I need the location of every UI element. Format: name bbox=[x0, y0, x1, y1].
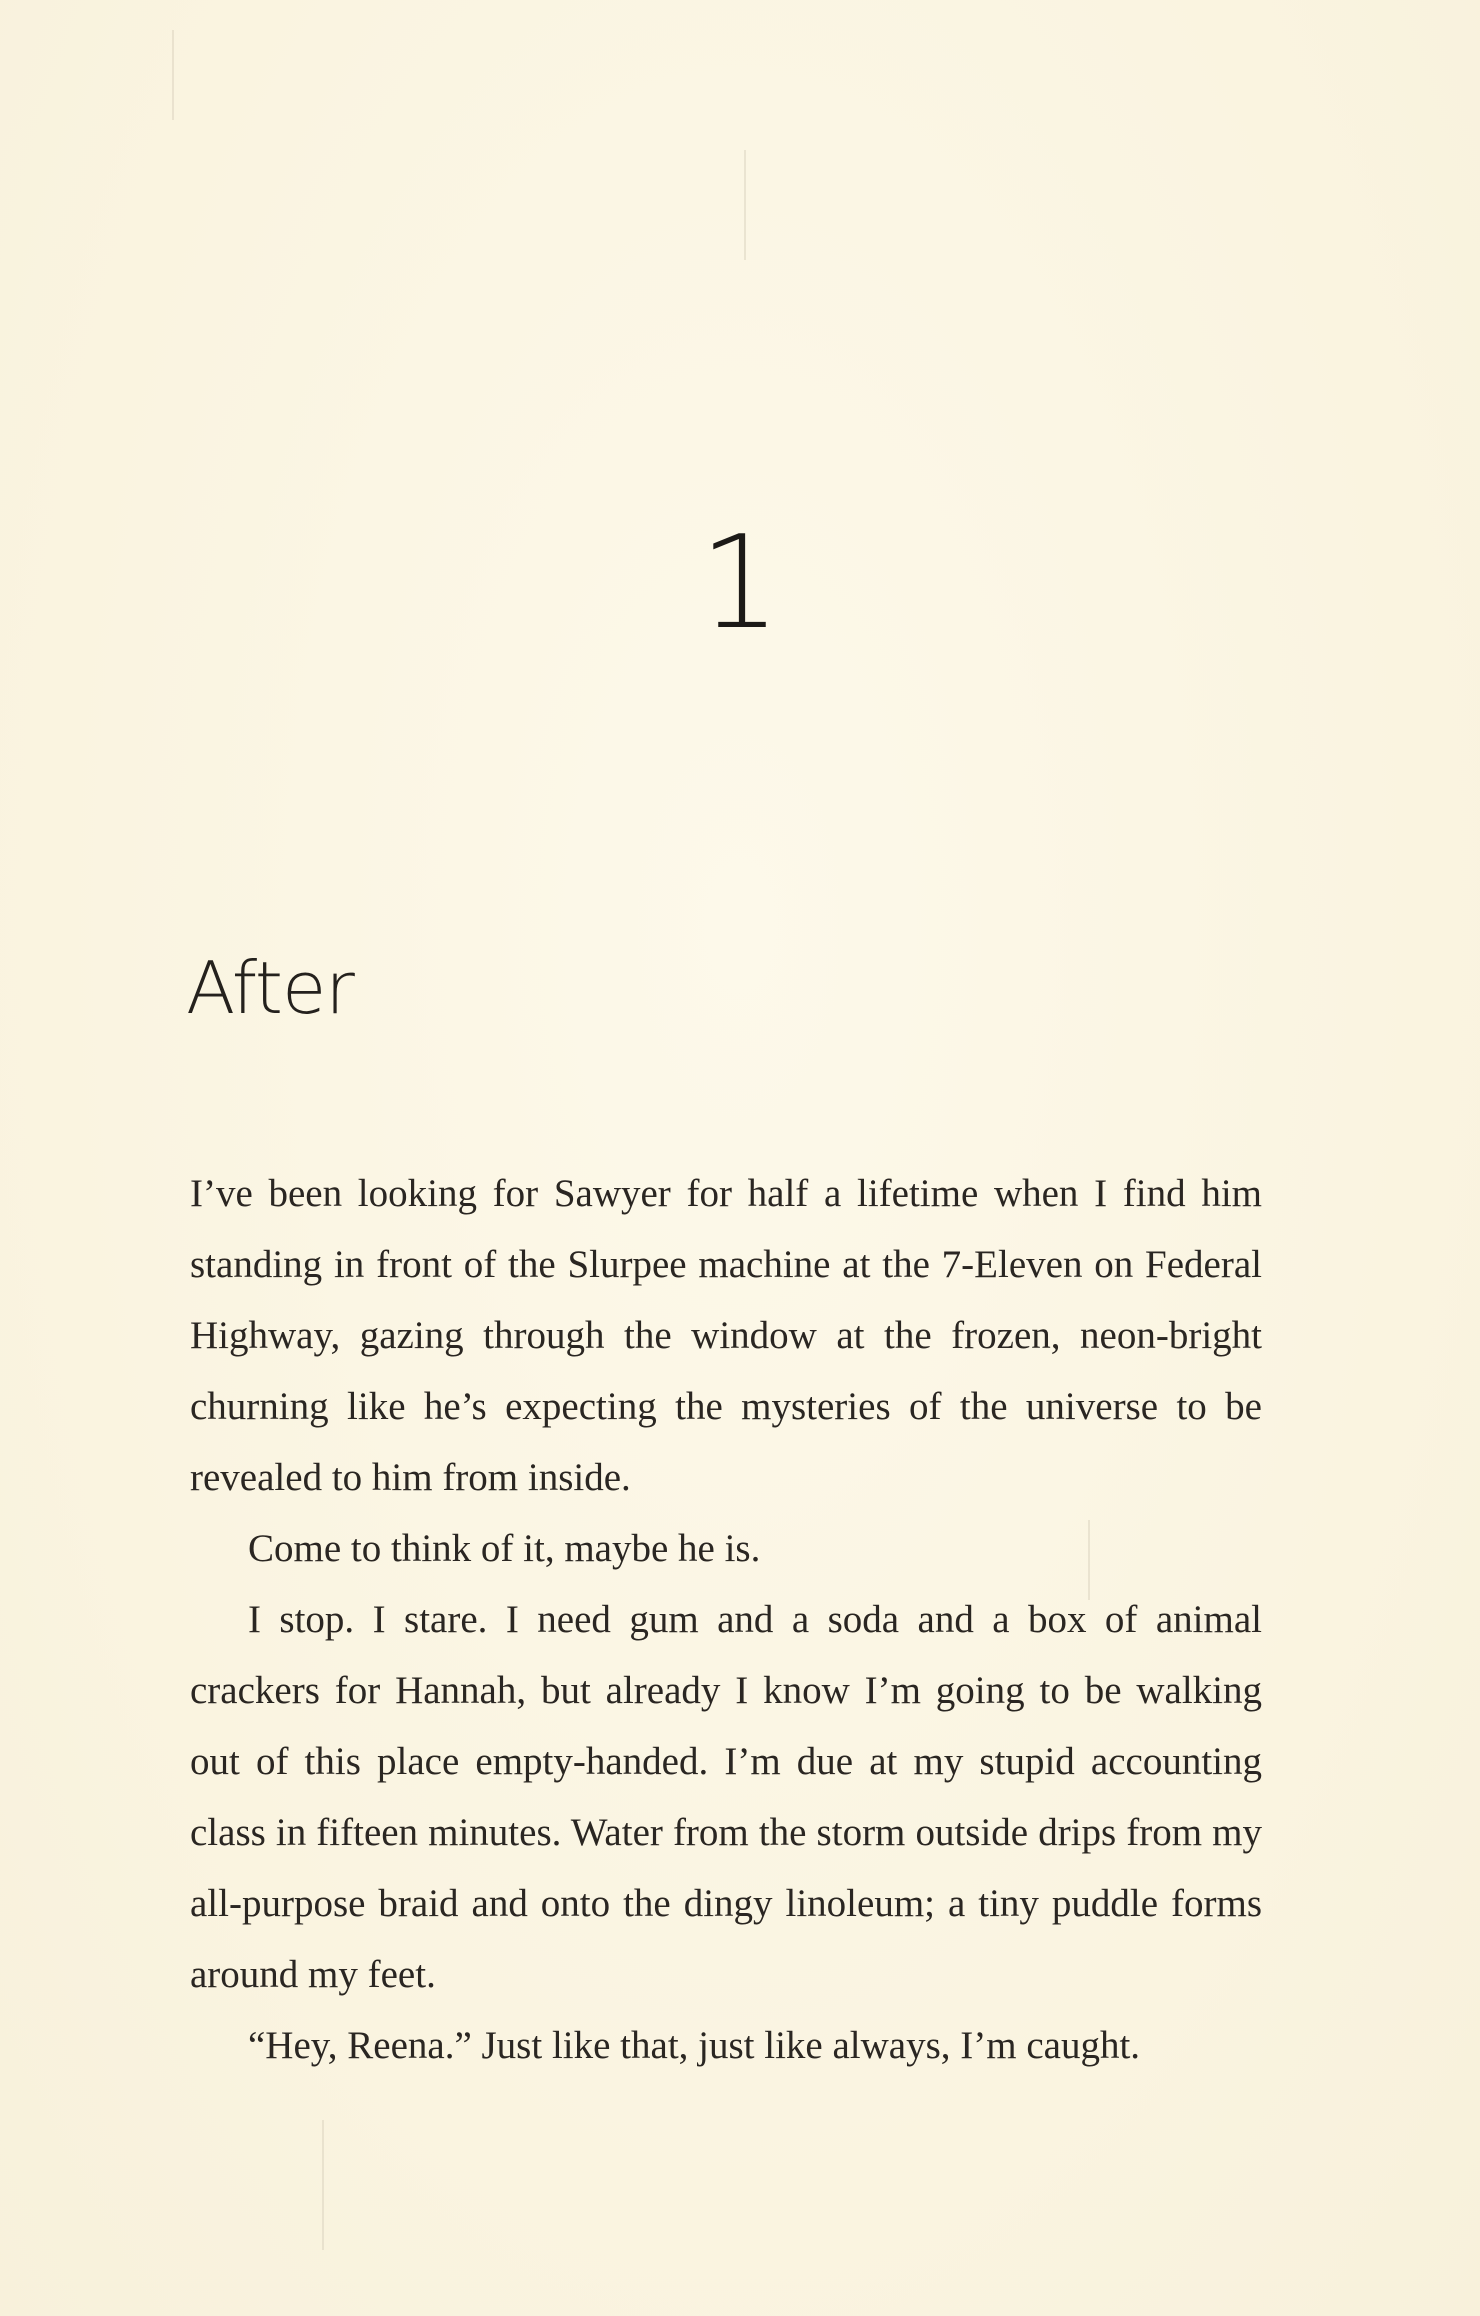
paper-mark bbox=[322, 2120, 324, 2250]
paragraph: I stop. I stare. I need gum and a soda and a box of animal crackers for Hannah, but already I know I’m going to be walking out of this place empty-handed. I’m due at my stupid accounting class in fifteen minutes. Water from the storm outside drips from my all-purpose braid and onto the dingy linoleum; a tiny puddle forms around my feet. bbox=[190, 1598, 1262, 1996]
chapter-number: 1 bbox=[699, 509, 781, 658]
paper-mark bbox=[172, 30, 174, 120]
chapter-title: After bbox=[186, 946, 354, 1030]
body-text bbox=[190, 1158, 1262, 2081]
paragraph: “Hey, Reena.” Just like that, just like always, I’m caught. bbox=[248, 2024, 1141, 2067]
paper-mark bbox=[744, 150, 746, 260]
paragraph: Come to think of it, maybe he is. bbox=[248, 1527, 761, 1570]
paragraph: I’ve been looking for Sawyer for half a lifetime when I find him standing in front of the Slurpee machine at the 7-Eleven on Federal Highway, gazing through the window at the frozen, neon-bright churning like he’s expecting the mysteries of the universe to be revealed to him from inside. bbox=[190, 1172, 1262, 1499]
